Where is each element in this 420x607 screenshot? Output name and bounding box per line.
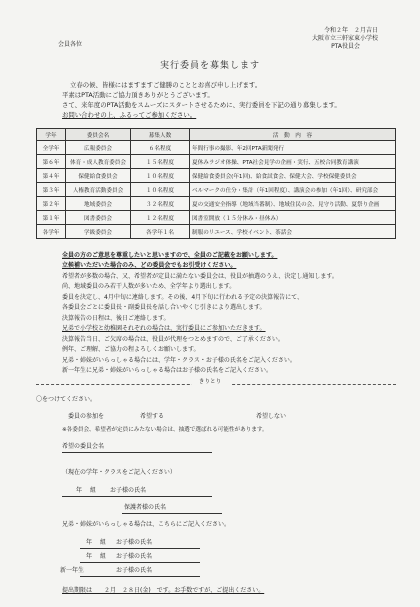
preferred-committee-field[interactable] — [62, 452, 212, 453]
table-row — [37, 141, 396, 155]
table-row — [37, 225, 396, 239]
table-row — [37, 183, 396, 197]
deadline: 提出期限は ２月 ２８日(金) です。お手数ですが、ご提出ください。 — [62, 587, 265, 594]
sibling-grade-label: 年 — [86, 539, 93, 546]
preferred-committee-label: 希望の委員会名 — [62, 443, 105, 450]
note-line: 各委員会ごとに委員長・副委員長を話し合いやくじ引きにより選出します。 — [62, 304, 266, 311]
addressee: 会員各位 — [58, 41, 83, 48]
cell-count: １０名程度 — [131, 169, 190, 183]
page-title: 実行委員を募集します — [159, 61, 260, 71]
child-name-field[interactable] — [62, 496, 212, 497]
option-no[interactable]: 希望しない — [256, 413, 287, 420]
sibling2-class-label: 組 — [100, 553, 107, 560]
option-yes[interactable]: 希望する — [140, 413, 165, 420]
note-line: 兄弟・姉妹がいらっしゃる場合には、学年・クラス・お子様の氏名をご記入ください。 — [62, 357, 296, 364]
note-line: 尚、地域委員のみ若干人数が多いため、全学年より選出します。 — [62, 283, 236, 290]
sibling-name-field[interactable] — [80, 548, 200, 549]
note-line: 例年、ご理解、ご協力の程よろしくお願いします。 — [62, 346, 200, 353]
intro-line: さて、来年度のPTA活動をスムーズにスタートさせるために、実行委員を下記の通り募集します。 — [62, 101, 341, 109]
cell-committee: 広報委員会 — [66, 141, 131, 155]
cell-committee: 保健給食委員会 — [66, 169, 131, 183]
sibling2-name-field[interactable] — [80, 562, 200, 563]
cell-count: １５名程度 — [131, 155, 190, 169]
grade-label: 年 — [76, 487, 83, 494]
cell-grade: 第３年 — [37, 183, 66, 197]
col-header-grade: 学年 — [37, 129, 66, 141]
class-label: 組 — [90, 487, 97, 494]
note-line: 兄弟で小学校と幼稚園それぞれの場合は、実行委員にご参加いただきます。 — [62, 325, 266, 332]
sibling-class-label: 組 — [100, 539, 107, 546]
new-first-grader-label: 新一年生 — [60, 567, 85, 574]
cell-activities: 夏休みラジオ体操、PTA社会見学の企画・実行、五校合同教育講演 — [190, 155, 396, 169]
cut-label: きりとり — [198, 379, 222, 385]
note-line: 新一年生に兄弟・姉妹がいらっしゃる場合はお子様の氏名をご記入ください。 — [62, 367, 273, 374]
col-header-activities: 活 動 内 容 — [190, 129, 396, 141]
child-name-label: お子様の氏名 — [110, 487, 147, 494]
committee-table — [36, 128, 396, 239]
cell-committee: 地域委員会 — [66, 197, 131, 211]
table-header-row — [37, 129, 396, 141]
cell-committee: 学級委員会 — [66, 225, 131, 239]
form-instruction: 〇をつけてください。 — [36, 396, 97, 403]
cell-count: ６名程度 — [131, 141, 190, 155]
note-line: 決算報告の日程は、後日ご連絡します。 — [62, 315, 170, 322]
cell-grade: 第４年 — [37, 169, 66, 183]
col-header-committee: 委員会名 — [66, 129, 131, 141]
intro-line: 平素はPTA活動にご協力頂きありがとうございます。 — [62, 91, 214, 99]
col-header-count: 募集人数 — [131, 129, 190, 141]
form-note: ※各委員会、希望者が定員にみたない場合は、抽選で選ばれる可能性があります。 — [62, 427, 268, 433]
cell-activities: 保健給食委員会(年1回)、給食試食会、保健大会、学校保健委員会 — [190, 169, 396, 183]
new-first-name-label: お子様の氏名 — [116, 567, 153, 574]
table-row — [37, 169, 396, 183]
intro-line: お問い合わせの上、ふるってご参加ください。 — [62, 111, 197, 119]
note-line: 立候補いただいた場合のみ、どの委員会でもお引受けください。 — [62, 262, 237, 269]
table-row — [37, 197, 396, 211]
guardian-name-label: 保護者様の氏名 — [124, 504, 167, 511]
sibling-name-label: お子様の氏名 — [116, 539, 153, 546]
table-row — [37, 211, 396, 225]
cell-activities: 夏の交通安全指導（地域当番制）、地域住民の会、見守り活動、夏祭り企画 — [190, 197, 396, 211]
cell-grade: 第６年 — [37, 155, 66, 169]
school-name: 大阪市立三軒家東小学校 — [311, 35, 378, 42]
guardian-name-field[interactable] — [122, 513, 222, 514]
cell-committee: 図書委員会 — [66, 211, 131, 225]
sibling2-name-label: お子様の氏名 — [116, 553, 153, 560]
issue-date: 令和２年 ２月吉日 — [323, 27, 378, 34]
issuer-org: PTA役員会 — [331, 43, 360, 50]
note-line: 全員の方のご意思を尊重したいと思いますので、全員のご記載をお願いします。 — [62, 252, 278, 259]
note-line: 希望者が多数の場合、又、希望者が定員に満たない委員会は、役員が抽選のうえ、決定し通知します。 — [62, 273, 338, 280]
cell-grade: 全学年 — [37, 141, 66, 155]
cell-grade: 第１年 — [37, 211, 66, 225]
cell-count: 各学年１名 — [131, 225, 190, 239]
participation-label: 委員の参加を — [68, 413, 105, 420]
intro-line: 立春の候、皆様にはますますご健勝のこととお喜び申し上げます。 — [70, 81, 262, 89]
cell-activities: 制服のリユース、学校イベント、茶話会 — [190, 225, 396, 239]
cell-count: １２名程度 — [131, 211, 190, 225]
class-prompt: （現在の学年・クラスをご記入ください） — [62, 469, 176, 476]
cell-committee: 体育・成人教育委員会 — [66, 155, 131, 169]
note-line: 委員を決定し、4月中旬に連絡します。その後、4月下旬に行われる予定の決算報告にて、 — [62, 294, 304, 301]
cell-activities: 図書室開放（１５分休み・昼休み） — [190, 211, 396, 225]
table-row — [37, 155, 396, 169]
cell-activities: 年間行事の撮影、年2回PTA新聞発行 — [190, 141, 396, 155]
new-first-name-field[interactable] — [80, 576, 200, 577]
cell-grade: 第２年 — [37, 197, 66, 211]
cell-activities: ベルマークの仕分・集計（年1回程度）、講演会の参加（年1回）、研究部会 — [190, 183, 396, 197]
note-line: 決算報告当日、ご欠席の場合は、役員が代理をつとめますので、ご了承ください。 — [62, 336, 284, 343]
cell-grade: 各学年 — [37, 225, 66, 239]
sibling-prompt: 兄弟・姉妹がいらっしゃる場合は、こちらにご記入ください。 — [62, 521, 231, 528]
sibling2-grade-label: 年 — [86, 553, 93, 560]
cell-committee: 人権教育活動委員会 — [66, 183, 131, 197]
cell-count: ３２名程度 — [131, 197, 190, 211]
cell-count: １０名程度 — [131, 183, 190, 197]
